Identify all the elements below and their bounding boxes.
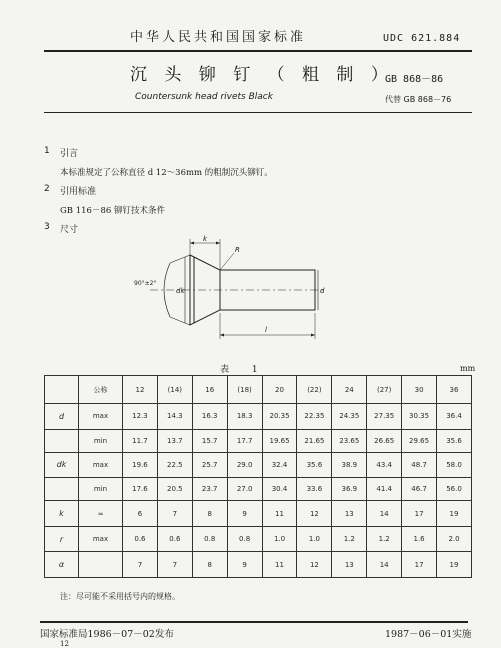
value-cell: 33.6 — [297, 478, 332, 501]
k-arrow-right — [216, 242, 220, 245]
param-cell: α — [45, 552, 79, 578]
value-cell: 32.4 — [262, 452, 297, 478]
rivet-drawing — [130, 235, 330, 345]
value-cell: 20.5 — [157, 478, 192, 501]
table-caption: 表 1 — [220, 365, 268, 375]
section-1-title: 引言 — [60, 149, 79, 159]
value-cell: 36.9 — [332, 478, 367, 501]
page-number: 12 — [60, 640, 69, 648]
value-cell: 9 — [227, 552, 262, 578]
value-cell: 12.3 — [123, 404, 158, 430]
value-cell: 7 — [157, 501, 192, 527]
d-label: d — [320, 287, 325, 295]
radius-leader — [220, 253, 234, 270]
table-row — [45, 501, 472, 527]
k-arrow-left — [190, 242, 194, 245]
value-cell: 13 — [332, 552, 367, 578]
value-cell: 12 — [297, 501, 332, 527]
value-cell: 0.6 — [123, 526, 158, 552]
table-row — [45, 452, 472, 478]
value-cell: 14.3 — [157, 404, 192, 430]
value-cell: 0.8 — [192, 526, 227, 552]
value-cell: 20.35 — [262, 404, 297, 430]
value-cell: 36.4 — [437, 404, 472, 430]
angle-label: 90°±2° — [134, 280, 157, 287]
angle-ext-bottom — [170, 317, 190, 325]
table-row — [45, 552, 472, 578]
param-cell — [45, 376, 79, 404]
value-cell: 8 — [192, 552, 227, 578]
value-cell: 23.7 — [192, 478, 227, 501]
value-cell: 22.5 — [157, 452, 192, 478]
spec-cell: 公称 — [79, 376, 123, 404]
value-cell: 24.35 — [332, 404, 367, 430]
gb-number: GB 868－86 — [385, 74, 444, 85]
value-cell: 43.4 — [367, 452, 402, 478]
value-cell: 1.6 — [402, 526, 437, 552]
value-cell: 46.7 — [402, 478, 437, 501]
table-row — [45, 429, 472, 452]
param-cell: k — [45, 501, 79, 527]
dimensions-table — [44, 375, 472, 578]
table-row — [45, 376, 472, 404]
table-note: 注：尽可能不采用括号内的规格。 — [60, 592, 180, 601]
section-1-number: 1 — [44, 146, 50, 156]
value-cell: 12 — [123, 376, 158, 404]
value-cell: 14 — [367, 501, 402, 527]
footer-rule — [40, 621, 468, 623]
table-row — [45, 526, 472, 552]
value-cell: 27.35 — [367, 404, 402, 430]
value-cell: 1.2 — [332, 526, 367, 552]
value-cell: 30.4 — [262, 478, 297, 501]
param-cell: d — [45, 404, 79, 430]
table-row — [45, 404, 472, 430]
value-cell: 19 — [437, 501, 472, 527]
value-cell: 11 — [262, 501, 297, 527]
l-label: l — [265, 326, 267, 334]
effective-date: 1987－06－01实施 — [385, 629, 472, 640]
udc-code: UDC 621.884 — [383, 33, 461, 44]
param-cell — [45, 478, 79, 501]
value-cell: 16 — [192, 376, 227, 404]
value-cell: 19.65 — [262, 429, 297, 452]
value-cell: 30 — [402, 376, 437, 404]
value-cell: 25.7 — [192, 452, 227, 478]
param-cell: dk — [45, 452, 79, 478]
value-cell: 13.7 — [157, 429, 192, 452]
value-cell: 19.6 — [123, 452, 158, 478]
value-cell: 19 — [437, 552, 472, 578]
value-cell: (27) — [367, 376, 402, 404]
value-cell: 27.0 — [227, 478, 262, 501]
table-unit: mm — [460, 364, 476, 373]
value-cell: 29.65 — [402, 429, 437, 452]
value-cell: (18) — [227, 376, 262, 404]
value-cell: 0.6 — [157, 526, 192, 552]
header-rule — [44, 50, 472, 52]
value-cell: 17 — [402, 552, 437, 578]
value-cell: 2.0 — [437, 526, 472, 552]
value-cell: 11.7 — [123, 429, 158, 452]
value-cell: 6 — [123, 501, 158, 527]
section-2-body: GB 116－86 铆钉技术条件 — [60, 206, 165, 216]
value-cell: 9 — [227, 501, 262, 527]
issued-date: 国家标准局1986－07－02发布 — [40, 629, 174, 640]
value-cell: 17.6 — [123, 478, 158, 501]
value-cell: (22) — [297, 376, 332, 404]
value-cell: 30.35 — [402, 404, 437, 430]
value-cell: 35.6 — [297, 452, 332, 478]
value-cell: 0.8 — [227, 526, 262, 552]
title-rule — [44, 112, 472, 113]
spec-cell: min — [79, 478, 123, 501]
value-cell: 1.0 — [297, 526, 332, 552]
english-title: Countersunk head rivets Black — [135, 92, 273, 102]
value-cell: 7 — [123, 552, 158, 578]
value-cell: 23.65 — [332, 429, 367, 452]
value-cell: 22.35 — [297, 404, 332, 430]
l-arrow-left — [220, 334, 224, 337]
param-cell — [45, 429, 79, 452]
value-cell: 1.0 — [262, 526, 297, 552]
spec-cell: min — [79, 429, 123, 452]
section-3-title: 尺寸 — [60, 225, 79, 235]
value-cell: 17 — [402, 501, 437, 527]
r-label: R — [235, 246, 240, 254]
value-cell: 11 — [262, 552, 297, 578]
value-cell: 58.0 — [437, 452, 472, 478]
section-3-number: 3 — [44, 222, 50, 232]
value-cell: 29.0 — [227, 452, 262, 478]
section-2-title: 引用标准 — [60, 187, 97, 197]
spec-cell: max — [79, 526, 123, 552]
value-cell: 1.2 — [367, 526, 402, 552]
value-cell: (14) — [157, 376, 192, 404]
value-cell: 17.7 — [227, 429, 262, 452]
value-cell: 13 — [332, 501, 367, 527]
spec-cell: max — [79, 404, 123, 430]
value-cell: 24 — [332, 376, 367, 404]
section-1-body: 本标准规定了公称直径 d 12～36mm 的粗制沉头铆钉。 — [60, 168, 273, 178]
spec-cell — [79, 552, 123, 578]
table-row — [45, 478, 472, 501]
value-cell: 20 — [262, 376, 297, 404]
value-cell: 14 — [367, 552, 402, 578]
angle-ext-top — [170, 255, 190, 263]
param-cell: r — [45, 526, 79, 552]
l-arrow-right — [311, 334, 315, 337]
dk-label: dk — [176, 287, 185, 295]
document-title: 沉 头 铆 钉 （ 粗 制 ） — [130, 65, 394, 85]
value-cell: 56.0 — [437, 478, 472, 501]
value-cell: 16.3 — [192, 404, 227, 430]
spec-cell: max — [79, 452, 123, 478]
replace-note: 代替 GB 868－76 — [385, 95, 452, 104]
standard-org-title: 中华人民共和国国家标准 — [130, 30, 307, 45]
value-cell: 8 — [192, 501, 227, 527]
value-cell: 48.7 — [402, 452, 437, 478]
value-cell: 15.7 — [192, 429, 227, 452]
value-cell: 41.4 — [367, 478, 402, 501]
value-cell: 35.6 — [437, 429, 472, 452]
value-cell: 7 — [157, 552, 192, 578]
value-cell: 18.3 — [227, 404, 262, 430]
value-cell: 12 — [297, 552, 332, 578]
value-cell: 38.9 — [332, 452, 367, 478]
value-cell: 26.65 — [367, 429, 402, 452]
spec-cell: ≈ — [79, 501, 123, 527]
value-cell: 21.65 — [297, 429, 332, 452]
k-label: k — [203, 235, 208, 243]
value-cell: 36 — [437, 376, 472, 404]
section-2-number: 2 — [44, 184, 50, 194]
